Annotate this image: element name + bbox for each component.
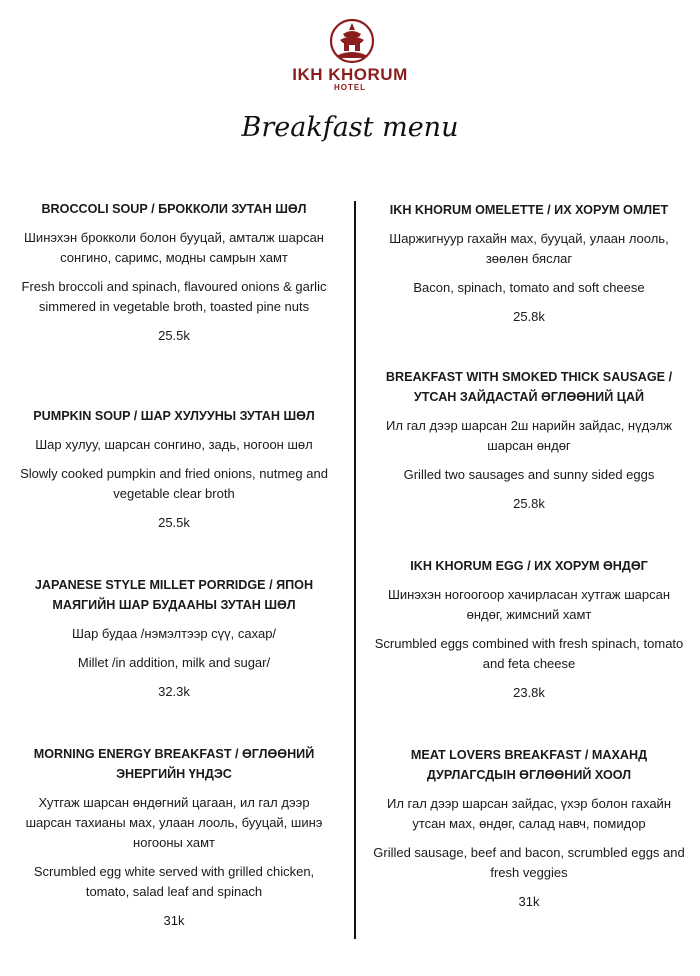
item-price: 31k: [163, 913, 185, 928]
menu-item: [14, 575, 334, 702]
item-price: 25.5k: [158, 328, 190, 343]
item-description-mn: Шар хулуу, шарсан сонгино, задь, ногоон шөл: [35, 437, 313, 452]
menu-item: [14, 199, 334, 346]
item-price: 23.8k: [513, 685, 545, 700]
item-title: JAPANESE STYLE MILLET PORRIDGE / ЯПОН МАЯГИЙН ШАР БУДААНЫ ЗУТАН ШӨЛ: [34, 578, 314, 612]
item-title: BROCCOLI SOUP / БРОККОЛИ ЗУТАН ШӨЛ: [41, 202, 307, 216]
item-title: BREAKFAST WITH SMOKED THICK SAUSAGE / УТСАН ЗАЙДАСТАЙ ӨГЛӨӨНИЙ ЦАЙ: [385, 370, 673, 404]
item-description-en: Bacon, spinach, tomato and soft cheese: [413, 280, 645, 295]
item-title: MEAT LOVERS BREAKFAST / МАХАНД ДУРЛАГСДЫН ӨГЛӨӨНИЙ ХООЛ: [410, 748, 648, 782]
item-description-mn: Хутгаж шарсан өндөгний цагаан, ил гал дээр шарсан тахианы мах, улаан лооль, бууцай, шинэ ногооны хамт: [25, 795, 323, 850]
item-description-en: Grilled sausage, beef and bacon, scrumbled eggs and fresh veggies: [373, 845, 685, 880]
item-description-en: Scrumbled egg white served with grilled chicken, tomato, salad leaf and spinach: [33, 864, 315, 899]
item-description-en: Grilled two sausages and sunny sided eggs: [403, 467, 655, 482]
item-title: IKH KHORUM OMELETTE / ИХ ХОРУМ ОМЛЕТ: [389, 203, 669, 217]
item-description-en: Scrumbled eggs combined with fresh spinach, tomato and feta cheese: [374, 636, 684, 671]
menu-item: [372, 200, 686, 327]
item-description-mn: Ил гал дээр шарсан 2ш нарийн зайдас, нүдэлж шарсан өндөг: [386, 418, 672, 453]
menu-item: [372, 367, 686, 514]
menu-item: [372, 556, 686, 703]
menu-item: [14, 406, 334, 533]
item-description-mn: Шаржигнуур гахайн мах, бууцай, улаан лооль, зөөлөн бяслаг: [389, 231, 669, 266]
menu-item: [372, 745, 686, 912]
brand-name: IKH KHORUM: [292, 65, 408, 84]
item-price: 25.8k: [513, 309, 545, 324]
item-description-mn: Шинэхэн ногоогоор хачирласан хутгаж шарсан өндөг, жимсний хамт: [387, 587, 671, 622]
menu-header: [0, 0, 700, 180]
item-title: MORNING ENERGY BREAKFAST / ӨГЛӨӨНИЙ ЭНЕРГИЙН ҮНДЭС: [33, 747, 315, 781]
item-description-en: Millet /in addition, milk and sugar/: [77, 655, 271, 670]
item-price: 31k: [518, 894, 540, 909]
item-price: 25.8k: [513, 496, 545, 511]
item-description-mn: Шар будаа /нэмэлтээр сүү, сахар/: [71, 626, 277, 641]
hotel-emblem-icon: [329, 18, 375, 64]
item-title: IKH KHORUM EGG / ИХ ХОРУМ ӨНДӨГ: [410, 559, 648, 573]
item-description-en: Fresh broccoli and spinach, flavoured onions & garlic simmered in vegetable broth, toasted pine nuts: [21, 279, 327, 314]
brand-subtitle: HOTEL: [333, 83, 367, 92]
column-divider: [354, 201, 356, 939]
item-description-mn: Ил гал дээр шарсан зайдас, үхэр болон гахайн утсан мах, өндөг, салад навч, помидор: [387, 796, 671, 831]
menu-item: [14, 744, 334, 931]
item-description-mn: Шинэхэн брокколи болон бууцай, амталж шарсан сонгино, саримс, модны самрын хамт: [24, 230, 324, 265]
item-price: 25.5k: [158, 515, 190, 530]
item-title: PUMPKIN SOUP / ШАР ХУЛУУНЫ ЗУТАН ШӨЛ: [33, 409, 315, 423]
item-price: 32.3k: [158, 684, 190, 699]
item-description-en: Slowly cooked pumpkin and fried onions, nutmeg and vegetable clear broth: [20, 466, 328, 501]
page-title: Breakfast menu: [241, 112, 459, 143]
